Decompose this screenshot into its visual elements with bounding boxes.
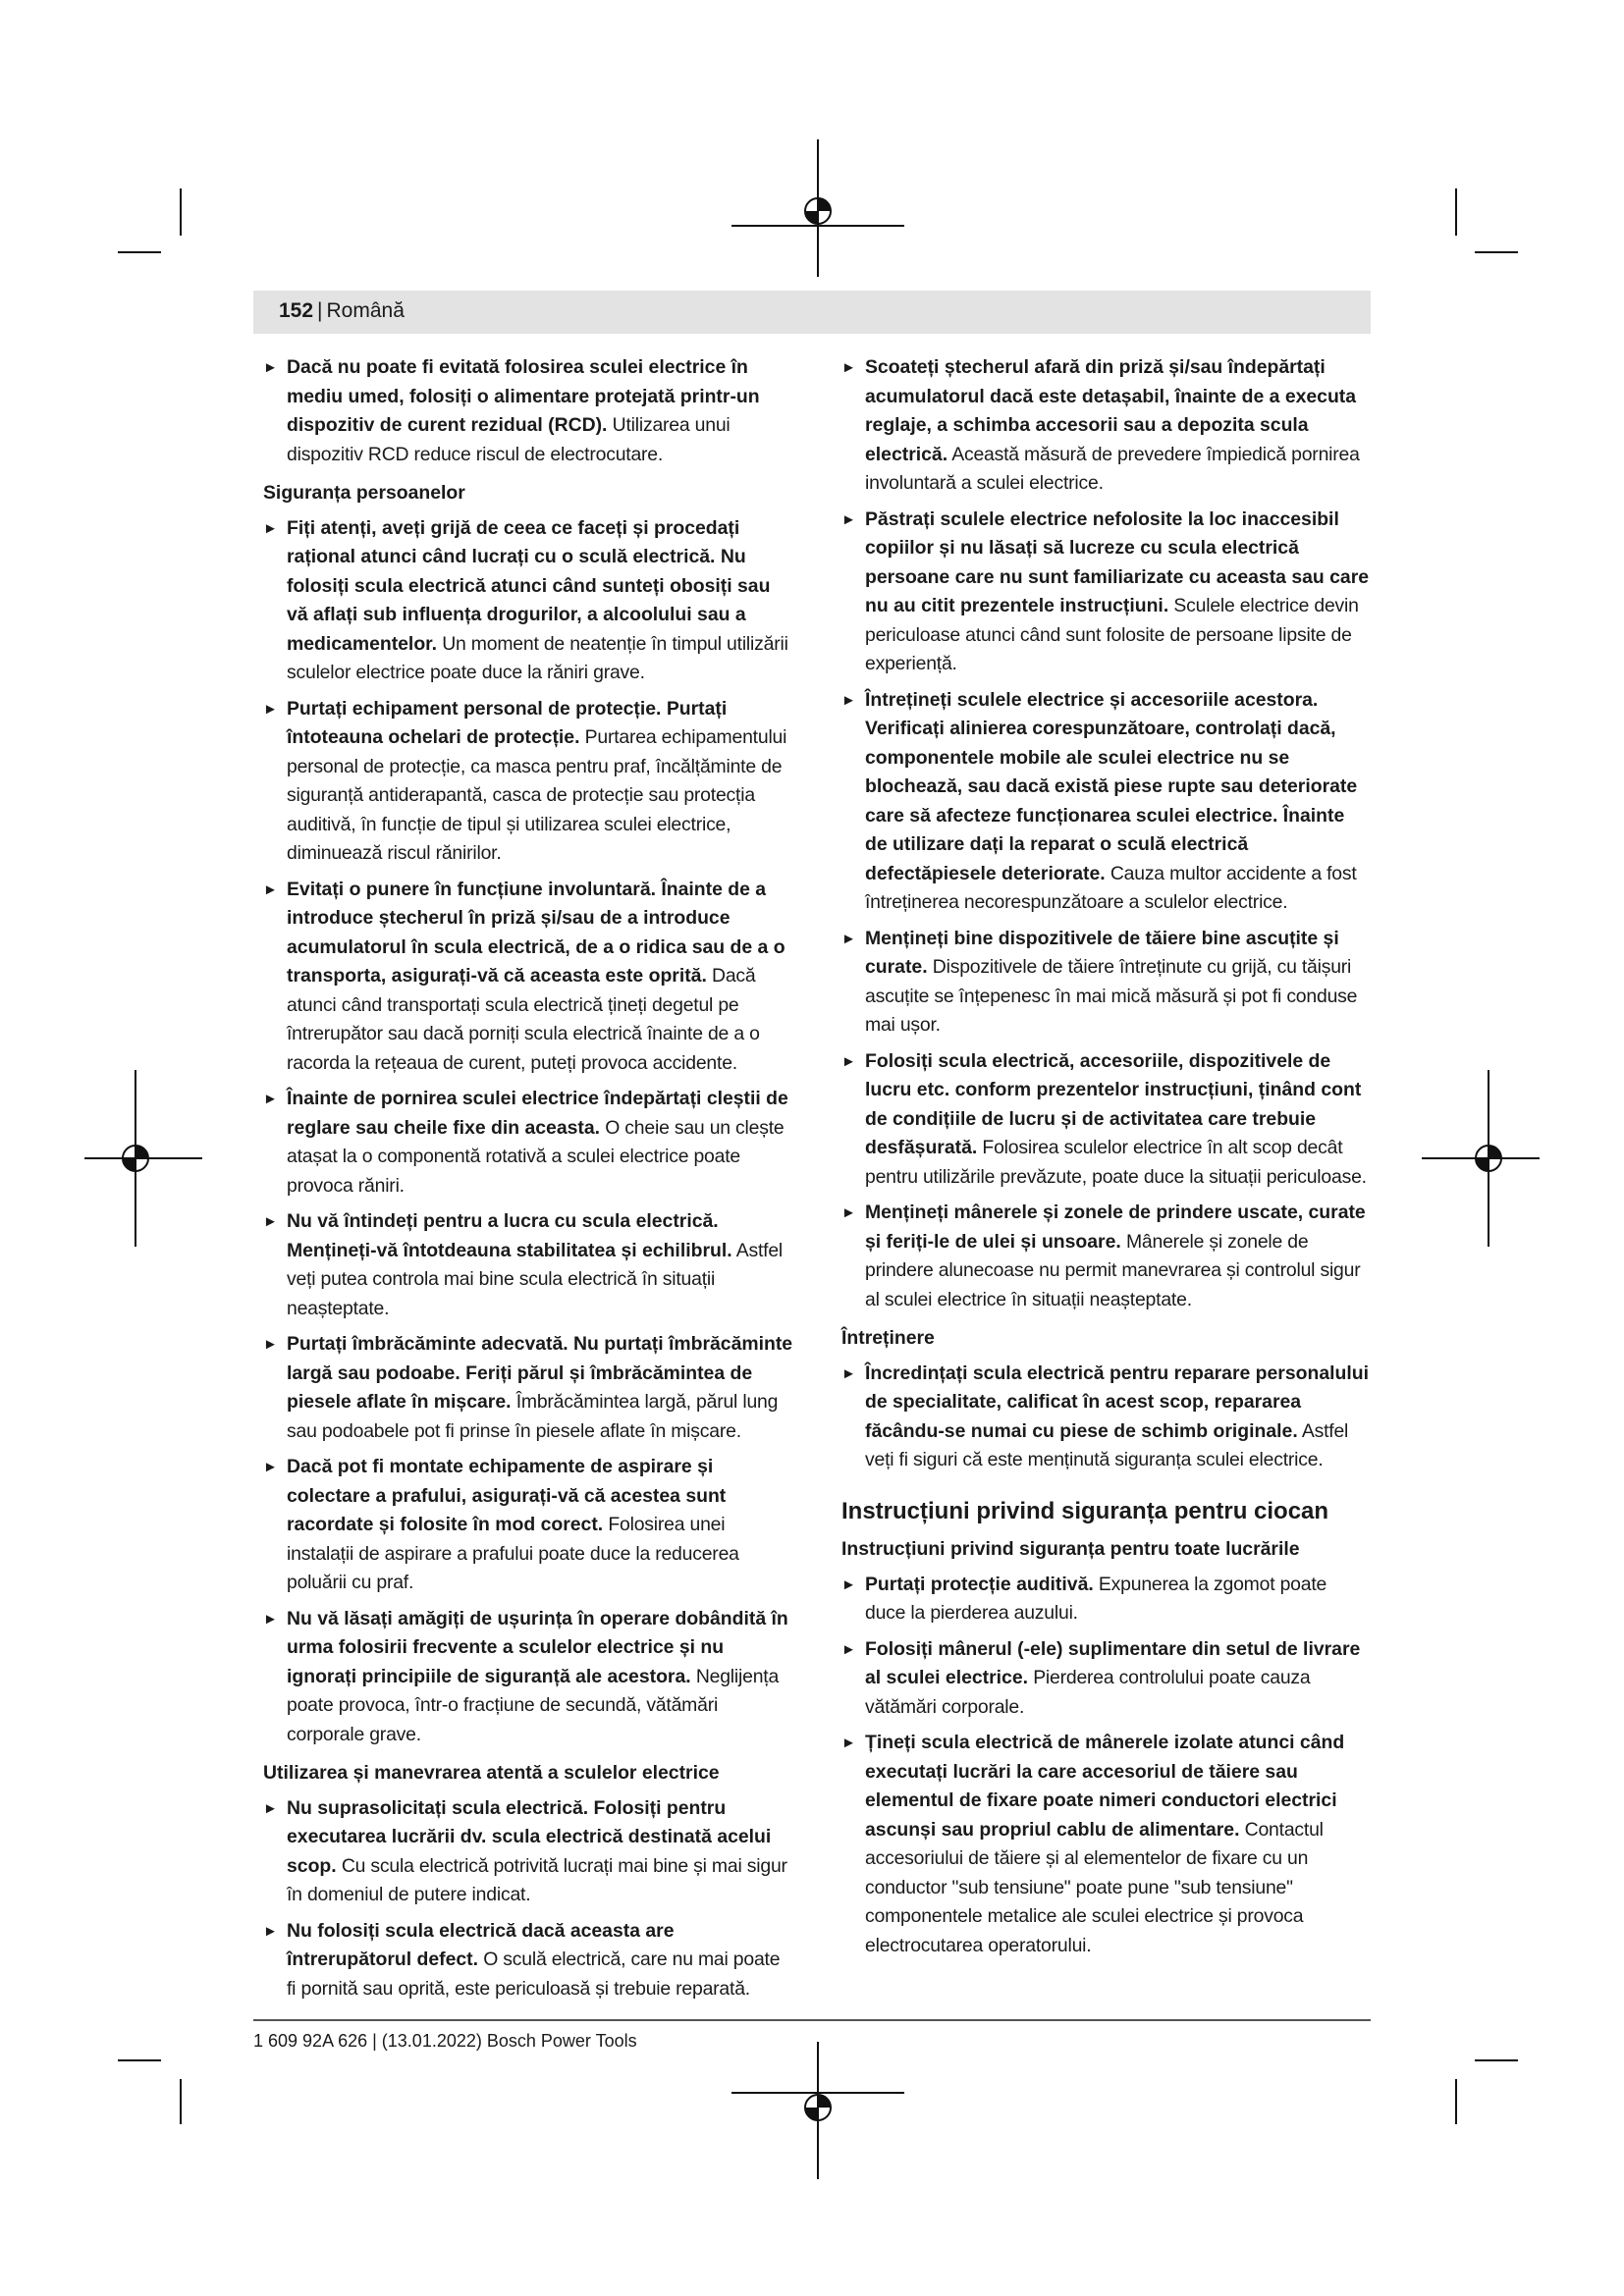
list-item: [841, 686, 1372, 918]
bullet-arrow-icon: ►: [841, 1052, 856, 1070]
bullet-arrow-icon: ►: [263, 1922, 278, 1940]
crop-mark: [180, 188, 182, 236]
list-item: [263, 1917, 793, 2004]
instruction-bold: Nu folosiți scula electrică dacă aceasta are întrerupătorul defect.: [287, 1919, 675, 1970]
instruction-bold: Purtați protecție auditivă.: [865, 1573, 1094, 1595]
instruction-bold: Înainte de pornirea sculei electrice îndepărtați cleștii de reglare sau cheile fixe din aceasta.: [287, 1088, 788, 1139]
instruction-bold: Mențineți mânerele și zonele de prindere uscate, curate și feriți-le de ulei și unsoare.: [865, 1201, 1366, 1253]
bullet-arrow-icon: ►: [841, 930, 856, 947]
page-header-text: [279, 299, 405, 323]
instruction-bold: Mențineți bine dispozitivele de tăiere bine ascuțite și curate.: [865, 927, 1339, 978]
instruction-bold: Păstrați sculele electrice nefolosite la loc inaccesibil copiilor și nu lăsați să lucreze cu scula electrică persoane care nu sunt familiarizate cu aceasta sau care nu au citit prezentele instrucțiuni.: [865, 507, 1370, 616]
right-items-b: [841, 1360, 1372, 1475]
crop-mark: [180, 2079, 182, 2124]
instruction-text: Utilizarea unui dispozitiv RCD reduce riscul de electrocutare.: [287, 414, 731, 465]
instruction-bold: Nu vă întindeți pentru a lucra cu scula electrică. Mențineți-vă întotdeauna stabilitatea și echilibrul.: [287, 1210, 732, 1261]
instruction-bold: Încredințați scula electrică pentru reparare personalului de specialitate, calificat în acest scop, repararea făcându-se numai cu piese de schimb originale.: [865, 1362, 1369, 1442]
list-item: [263, 514, 793, 688]
instruction-bold: Evitați o punere în funcțiune involuntară. Înainte de a introduce ștecherul în priză și/sau de a introduce acumulatorul în scula electrică, de a o ridica sau de a o transporta, asigurați-vă că aceasta este oprită.: [287, 878, 785, 987]
left-items-a: [263, 353, 793, 469]
bullet-arrow-icon: ►: [263, 1610, 278, 1628]
instruction-text: O cheie sau un clește atașat la o componentă rotativă a sculei electrice poate provoca răniri.: [287, 1116, 785, 1197]
instruction-text: Un moment de neatenție în timpul utilizării sculelor electrice poate duce la răniri grave.: [287, 632, 788, 683]
list-item: [841, 1047, 1372, 1193]
list-item: [263, 1794, 793, 1910]
instruction-text: Folosirea unei instalații de aspirare a prafului poate duce la reducerea poluării cu praf.: [287, 1514, 739, 1593]
section-heading-personal-safety: Siguranța persoanelor: [263, 482, 465, 504]
registration-mark-icon: [731, 2042, 904, 2179]
bullet-arrow-icon: ►: [263, 1336, 278, 1353]
instruction-bold: Întrețineți sculele electrice și accesoriile acestora. Verificați alinierea corespunzătoare, controlați dacă, componentele mobile ale sculei electrice nu se blochează, sau dacă există piese rupte sau deteriorate care să afecteze funcționarea sculei electrice. Înainte de utilizare dați la reparat o sculă electrică defectăpiesele deteriorate.: [865, 688, 1358, 884]
left-items-b: [263, 514, 793, 1750]
page-header: [253, 291, 1371, 334]
bullet-arrow-icon: ►: [841, 1575, 856, 1593]
registration-mark-icon: [731, 139, 904, 277]
instruction-text: Mânerele și zonele de prindere alunecoase nu permit manevrarea și controlul sigur al sculei electrice în situații neașteptate.: [865, 1230, 1361, 1310]
crop-mark: [118, 2059, 161, 2061]
section-heading-all-operations: Instrucțiuni privind siguranța pentru toate lucrările: [841, 1538, 1300, 1560]
bullet-arrow-icon: ►: [841, 510, 856, 528]
list-item: [841, 353, 1372, 499]
list-item: [841, 1729, 1372, 1960]
crop-mark: [1475, 251, 1518, 253]
footer-divider: [253, 2019, 1371, 2021]
right-column: [841, 353, 1372, 1967]
instruction-text: Astfel veți putea controla mai bine scula electrică în situații neașteptate.: [287, 1239, 784, 1319]
instruction-text: Sculele electrice devin periculoase atunci când sunt folosite de persoane lipsite de experiență.: [865, 595, 1359, 674]
list-item: [263, 1605, 793, 1750]
instruction-text: Astfel veți fi siguri că este menținută siguranța sculei electrice.: [865, 1419, 1349, 1470]
instruction-bold: Folosiți scula electrică, accesoriile, dispozitivele de lucru etc. conform prezentelor instrucțiuni, ținând cont de condițiile de lucru și de activitatea care trebuie desfășurată.: [865, 1049, 1362, 1158]
bullet-arrow-icon: ►: [841, 359, 856, 376]
instruction-text: Cauza multor accidente a fost întreținerea necorespunzătoare a sculelor electrice.: [865, 862, 1357, 913]
bullet-arrow-icon: ►: [841, 1364, 856, 1382]
list-item: [263, 353, 793, 469]
bullet-arrow-icon: ►: [263, 359, 278, 376]
instruction-text: Neglijența poate provoca, într-o fracțiune de secundă, vătămări corporale grave.: [287, 1665, 780, 1745]
bullet-arrow-icon: ►: [263, 1799, 278, 1817]
list-item: [841, 1360, 1372, 1475]
left-column: [263, 353, 793, 2010]
list-item: [841, 506, 1372, 679]
list-item: [263, 1085, 793, 1201]
list-item: [263, 1207, 793, 1323]
bullet-arrow-icon: ►: [263, 881, 278, 898]
instruction-text: Îmbrăcămintea largă, părul lung sau podoabele pot fi prinse în piesele aflate în mișcare.: [287, 1391, 779, 1442]
list-item: [263, 695, 793, 869]
crop-mark: [1475, 2059, 1518, 2061]
list-item: [263, 1453, 793, 1598]
bullet-arrow-icon: ►: [263, 1213, 278, 1230]
language-label: Română: [326, 299, 405, 322]
header-separator: |: [317, 299, 323, 322]
instruction-bold: Nu vă lăsați amăgiți de ușurința în operare dobândită în urma folosirii frecvente a sculelor electrice și nu ignorați principiile de siguranță ale acestora.: [287, 1607, 788, 1687]
instruction-text: Folosirea sculelor electrice în alt scop decât pentru utilizările prevăzute, poate duce la situații periculoase.: [865, 1137, 1367, 1188]
registration-mark-icon: [1422, 1070, 1540, 1247]
left-items-c: [263, 1794, 793, 2004]
list-item: [841, 1199, 1372, 1314]
instruction-text: Contactul accesoriului de tăiere și al elementelor de fixare cu un conductor "sub tensiune" poate pune "sub tensiune" componentele metalice ale sculei electrice și provoca electrocutarea operatorului.: [865, 1818, 1324, 1956]
instruction-text: Pierderea controlului poate cauza vătămări corporale.: [865, 1667, 1311, 1718]
instruction-bold: Țineți scula electrică de mânerele izolate atunci când executați lucrări la care accesoriul de tăiere sau elementul de fixare poate nimeri conductori electrici ascunși sau propriul cablu de alimentare.: [865, 1732, 1345, 1841]
crop-mark: [1455, 188, 1457, 236]
instruction-bold: Purtați echipament personal de protecție. Purtați întoteauna ochelari de protecție.: [287, 697, 728, 748]
bullet-arrow-icon: ►: [263, 1091, 278, 1107]
registration-mark-icon: [84, 1070, 202, 1247]
right-items-a: [841, 353, 1372, 1314]
list-item: [263, 1330, 793, 1446]
instruction-bold: Scoateți ștecherul afară din priză și/sau îndepărtați acumulatorul dacă este detașabil, înainte de a executa reglaje, a schimba accesorii sau a depozita scula electrică.: [865, 356, 1357, 465]
list-item: [841, 1635, 1372, 1723]
list-item: [263, 876, 793, 1079]
bullet-arrow-icon: ►: [263, 700, 278, 718]
section-heading-maintenance: Întreținere: [841, 1327, 935, 1349]
instruction-bold: Purtați îmbrăcăminte adecvată. Nu purtați îmbrăcăminte largă sau podoabe. Feriți părul și îmbrăcămintea de piesele aflate în mișcare.: [287, 1333, 793, 1413]
instruction-text: Această măsură de prevedere împiedică pornirea involuntară a sculei electrice.: [865, 443, 1360, 494]
bullet-arrow-icon: ►: [263, 519, 278, 537]
bullet-arrow-icon: ►: [841, 1204, 856, 1221]
instruction-text: Dispozitivele de tăiere întreținute cu grijă, cu tăișuri ascuțite se înțepenesc în mai mică măsură și pot fi conduse mai ușor.: [865, 956, 1358, 1036]
right-items-c: [841, 1571, 1372, 1961]
bullet-arrow-icon: ►: [263, 1459, 278, 1475]
instruction-bold: Dacă nu poate fi evitată folosirea sculei electrice în mediu umed, folosiți o alimentare protejată printr-un dispozitiv de curent rezidual (RCD).: [287, 356, 760, 436]
instruction-text: Dacă atunci când transportați scula electrică țineți degetul pe întrerupător sau dacă porniți scula electrică înainte de a o racorda la rețeaua de curent, puteți provoca accidente.: [287, 965, 760, 1074]
instruction-bold: Folosiți mânerul (-ele) suplimentare din setul de livrare al sculei electrice.: [865, 1637, 1361, 1688]
heading-hammer-safety: Instrucțiuni privind siguranța pentru ciocan: [841, 1497, 1329, 1524]
crop-mark: [118, 251, 161, 253]
footer-text: 1 609 92A 626 | (13.01.2022) Bosch Power Tools: [253, 2031, 637, 2051]
bullet-arrow-icon: ►: [841, 1735, 856, 1751]
section-heading-tool-use: Utilizarea și manevrarea atentă a sculelor electrice: [263, 1762, 720, 1784]
list-item: [841, 925, 1372, 1041]
instruction-text: Cu scula electrică potrivită lucrați mai bine și mai sigur în domeniul de putere indicat.: [287, 1854, 787, 1905]
instruction-bold: Dacă pot fi montate echipamente de aspirare și colectare a prafului, asigurați-vă că acestea sunt racordate și folosite în mod corect.: [287, 1456, 727, 1535]
crop-mark: [1455, 2079, 1457, 2124]
instruction-text: Expunerea la zgomot poate duce la pierderea auzului.: [865, 1573, 1327, 1624]
instruction-bold: Nu suprasolicitați scula electrică. Folosiți pentru executarea lucrării dv. scula electrică destinată acelui scop.: [287, 1796, 772, 1877]
list-item: [841, 1571, 1372, 1629]
bullet-arrow-icon: ►: [841, 691, 856, 709]
bullet-arrow-icon: ►: [841, 1640, 856, 1658]
instruction-text: O sculă electrică, care nu mai poate fi pornită sau oprită, este periculoasă și trebuie reparată.: [287, 1949, 781, 2000]
page-number: 152: [279, 299, 314, 322]
instruction-text: Purtarea echipamentului personal de protecție, ca masca pentru praf, încălțăminte de siguranță antiderapantă, casca de protecție sau protecția auditivă, în funcție de tipul și utilizarea sculei electrice, diminuează riscul rănirilor.: [287, 726, 787, 864]
instruction-bold: Fiți atenți, aveți grijă de ceea ce faceți și procedați rațional atunci când lucrați cu o sculă electrică. Nu folosiți scula electrică atunci când sunteți obosiți sau vă aflați sub influența drogurilor, a alcoolului sau a medicamentelor.: [287, 516, 771, 655]
